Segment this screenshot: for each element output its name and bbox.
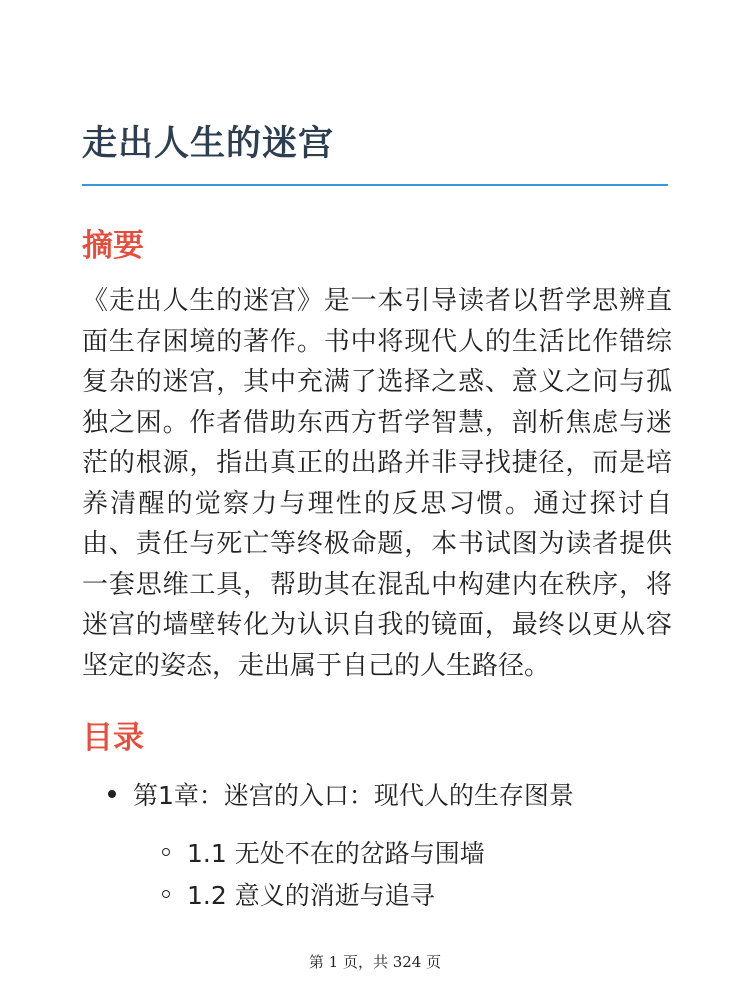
toc-section-1-2-label: 1.2 意义的消逝与追寻: [187, 881, 435, 910]
toc-chapter-1: [108, 776, 574, 816]
bullet-circle-icon: [162, 890, 170, 898]
toc-section-1-1-label: 1.1 无处不在的岔路与围墙: [187, 839, 485, 868]
toc-section-1-2: [162, 876, 435, 916]
abstract-heading: 摘要: [82, 228, 144, 264]
toc-section-1-1: [162, 834, 485, 874]
bullet-disc-icon: [108, 790, 116, 798]
bullet-circle-icon: [162, 848, 170, 856]
title-divider: [82, 184, 668, 186]
page-number: 第 1 页，共 324 页: [308, 953, 442, 971]
toc-chapter-1-label: 第1章：迷宫的入口：现代人的生存图景: [133, 781, 574, 810]
abstract-paragraph: 《走出人生的迷宫》是一本引导读者以哲学思辨直面生存困境的著作。书中将现代人的生活比作错综复杂的迷宫，其中充满了选择之惑、意义之问与孤独之困。作者借助东西方哲学智慧，剖析焦虑与迷茫的根源，指出真正的出路并非寻找捷径，而是培养清醒的觉察力与理性的反思习惯。通过探讨自由、责任与死亡等终极命题，本书试图为读者提供一套思维工具，帮助其在混乱中构建内在秩序，将迷宫的墙壁转化为认识自我的镜面，最终以更从容坚定的姿态，走出属于自己的人生路径。: [82, 286, 672, 681]
toc-heading: 目录: [82, 720, 144, 756]
book-title: 走出人生的迷宫: [82, 124, 335, 164]
